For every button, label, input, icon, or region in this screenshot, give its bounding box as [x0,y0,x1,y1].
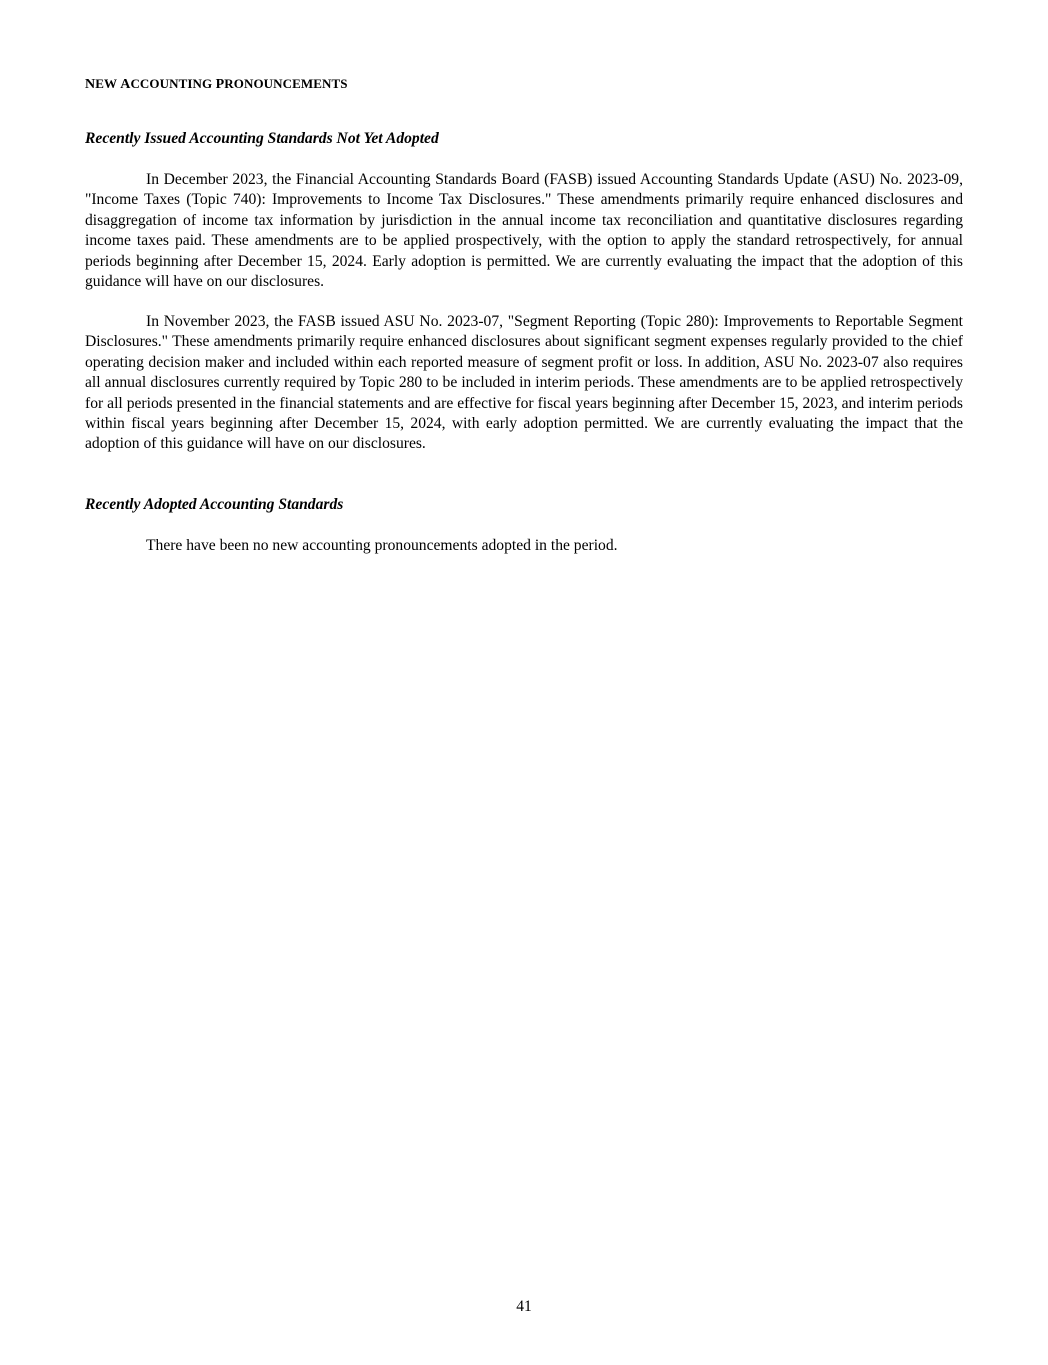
paragraph-no-new-pronouncements: There have been no new accounting pronouncements adopted in the period. [146,537,618,554]
page-number: 41 [516,1298,532,1315]
subheading-recently-adopted: Recently Adopted Accounting Standards [85,496,344,513]
section-heading: NEW ACCOUNTING PRONOUNCEMENTS [85,76,348,92]
subheading-not-yet-adopted: Recently Issued Accounting Standards Not Yet Adopted [85,130,439,147]
paragraph-asu-2023-09: In December 2023, the Financial Accounting Standards Board (FASB) issued Accounting Standards Update (ASU) No. 2023-09, "Income Taxes (Topic 740): Improvements to Income Tax Disclosures." These amendments primarily require enhanced disclosures and disaggregation of income tax information by jurisdiction in the annual income tax reconciliation and quantitative disclosures regarding income taxes paid. These amendments are to be applied prospectively, with the option to apply the standard retrospectively, for annual periods beginning after December 15, 2024. Early adoption is permitted. We are currently evaluating the impact that the adoption of this guidance will have on our disclosures. [85,171,963,291]
paragraph-asu-2023-07: In November 2023, the FASB issued ASU No. 2023-07, "Segment Reporting (Topic 280): Improvements to Reportable Segment Disclosures." These amendments primarily require enhanced disclosures about significant segment expenses regularly provided to the chief operating decision maker and included within each reported measure of segment profit or loss. In addition, ASU No. 2023-07 also requires all annual disclosures currently required by Topic 280 to be included in interim periods. These amendments are to be applied retrospectively for all periods presented in the financial statements and are effective for fiscal years beginning after December 15, 2023, and interim periods within fiscal years beginning after December 15, 2024, with early adoption permitted. We are currently evaluating the impact that the adoption of this guidance will have on our disclosures. [85,313,963,453]
